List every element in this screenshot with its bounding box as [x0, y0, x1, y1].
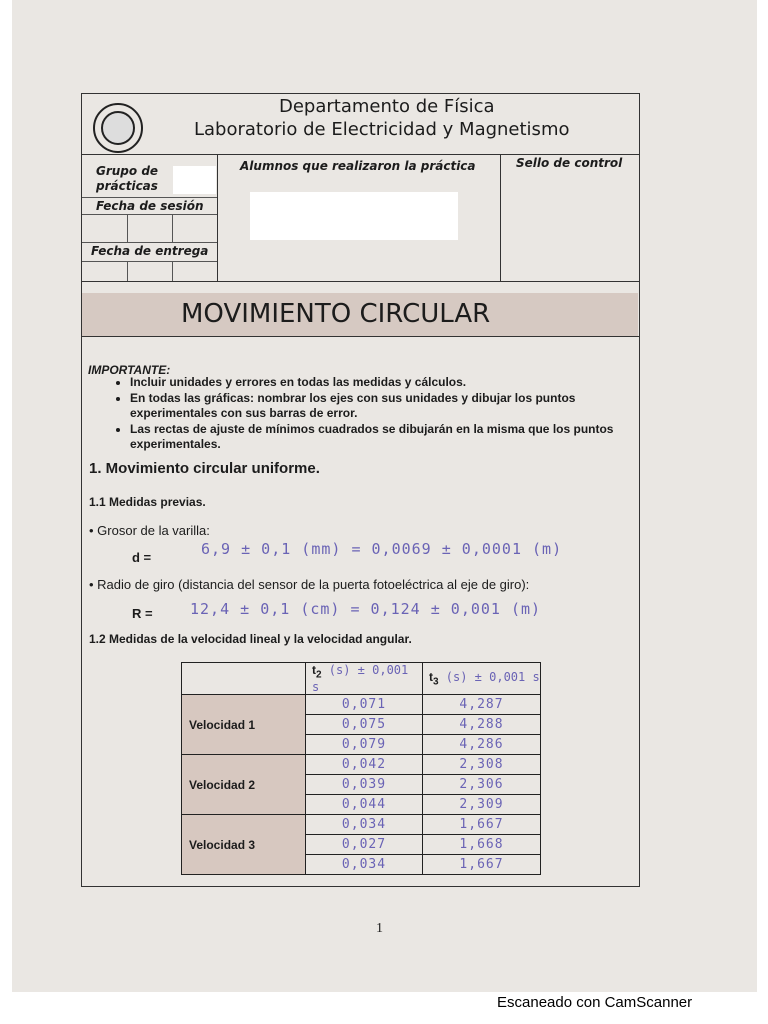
alumnos-label: Alumnos que realizaron la práctica [240, 159, 476, 173]
r-label: R = [132, 606, 153, 621]
important-label: IMPORTANTE: [88, 363, 171, 377]
velocity-group-label: Velocidad 2 [182, 755, 306, 815]
divider [82, 242, 217, 243]
redacted-group [173, 166, 216, 194]
d-value: 6,9 ± 0,1 (mm) = 0,0069 ± 0,0001 (m) [201, 540, 563, 558]
grosor-label: • Grosor de la varilla: [89, 523, 210, 538]
important-list [110, 375, 650, 453]
t3-cell: 4,288 [423, 715, 541, 735]
table-row [182, 695, 541, 715]
t2-cell: 0,027 [306, 835, 423, 855]
subsection-heading: 1.1 Medidas previas. [89, 495, 206, 509]
table-row [182, 815, 541, 835]
divider [127, 214, 128, 242]
t2-cell: 0,034 [306, 855, 423, 875]
divider [82, 281, 639, 282]
t2-cell: 0,071 [306, 695, 423, 715]
velocity-group-label: Velocidad 3 [182, 815, 306, 875]
lab-name: Laboratorio de Electricidad y Magnetismo [194, 119, 570, 140]
velocity-group-label: Velocidad 1 [182, 695, 306, 755]
t2-cell: 0,039 [306, 775, 423, 795]
t2-cell: 0,079 [306, 735, 423, 755]
r-value: 12,4 ± 0,1 (cm) = 0,124 ± 0,001 (m) [190, 600, 542, 618]
divider [127, 261, 128, 281]
divider [217, 155, 218, 281]
fecha-sesion-label: Fecha de sesión [96, 199, 204, 213]
t3-cell: 1,667 [423, 855, 541, 875]
divider [500, 155, 501, 281]
t3-cell: 4,286 [423, 735, 541, 755]
t2-header: $t_2$ (s) ± 0,001 s [306, 663, 423, 695]
t2-cell: 0,034 [306, 815, 423, 835]
table-row [182, 755, 541, 775]
sello-label: Sello de control [516, 156, 623, 170]
list-item: • En todas las gráficas: nombrar los ejes con sus unidades y dibujar los puntos experimentales con sus barras de error. [130, 391, 650, 421]
scanner-watermark: Escaneado con CamScanner [497, 994, 693, 1011]
t2-cell: 0,044 [306, 795, 423, 815]
list-item: • Incluir unidades y errores en todas las medidas y cálculos. [130, 375, 650, 390]
radio-label: • Radio de giro (distancia del sensor de la puerta fotoeléctrica al eje de giro): [89, 577, 530, 592]
table-header-row [182, 663, 541, 695]
t2-cell: 0,042 [306, 755, 423, 775]
department-name: Departamento de Física [279, 96, 495, 117]
t3-cell: 1,667 [423, 815, 541, 835]
divider [82, 197, 217, 198]
t3-cell: 2,308 [423, 755, 541, 775]
d-label: d = [132, 550, 152, 565]
page-number: 1 [376, 921, 383, 936]
measurements-table [181, 662, 541, 875]
grupo-label-2: prácticas [96, 179, 158, 193]
t3-cell: 1,668 [423, 835, 541, 855]
table-corner [182, 663, 306, 695]
list-item: • Las rectas de ajuste de mínimos cuadrados se dibujarán en la misma que los puntos experimentales. [130, 422, 650, 452]
divider [172, 214, 173, 242]
fecha-entrega-label: Fecha de entrega [91, 244, 209, 258]
t3-cell: 4,287 [423, 695, 541, 715]
grupo-label: Grupo de [96, 164, 159, 178]
t3-header: $t_3$ (s) ± 0,001 s [423, 663, 541, 695]
t3-cell: 2,306 [423, 775, 541, 795]
divider [82, 214, 217, 215]
divider [172, 261, 173, 281]
divider [82, 261, 217, 262]
page-title: MOVIMIENTO CIRCULAR [181, 299, 491, 329]
redacted-students [250, 192, 458, 240]
t2-cell: 0,075 [306, 715, 423, 735]
divider [82, 154, 639, 155]
subsection-heading-2: 1.2 Medidas de la velocidad lineal y la velocidad angular. [89, 632, 412, 646]
t3-cell: 2,309 [423, 795, 541, 815]
section-heading: 1. Movimiento circular uniforme. [89, 460, 320, 477]
